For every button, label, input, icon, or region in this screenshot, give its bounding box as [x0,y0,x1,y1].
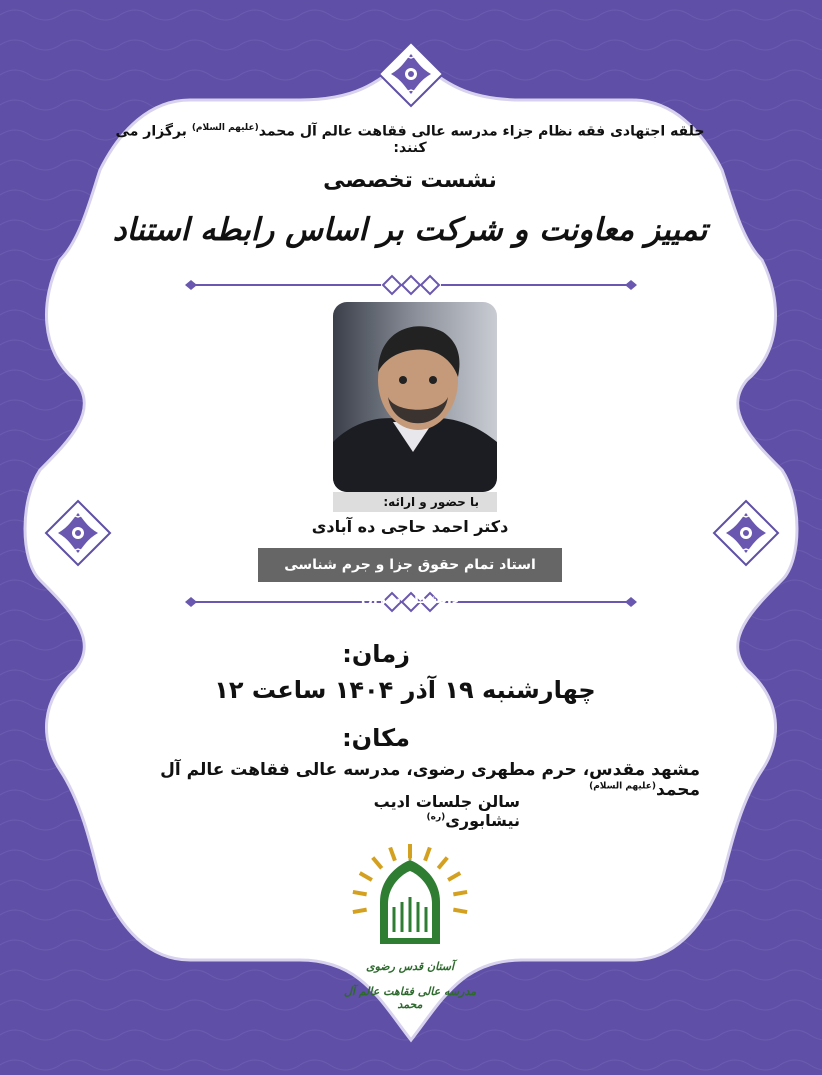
presenting-label-box [333,492,497,512]
speaker-position: استاد تمام حقوق جزا و جرم شناسی دانشگاه تهران [258,548,562,582]
presenting-label: با حضور و ارائه: [383,495,479,509]
logo-text-line2: مدرسه عالی فقاهت عالم آل محمد [343,985,477,1011]
hall-honorific: (ره) [426,812,446,823]
speaker-name: دکتر احمد حاجی ده آبادی [311,517,509,536]
place-label: مکان: [342,724,410,752]
intro-main: حلقه اجتهادی فقه نظام جزاء مدرسه عالی فقاهت عالم آل محمد [258,123,705,140]
intro-text [110,123,710,156]
address-text: مشهد مقدس، حرم مطهری رضوی، مدرسه عالی فقاهت عالم آل محمد [160,760,700,800]
time-value: چهارشنبه ۱۹ آذر ۱۴۰۴ ساعت ۱۲ [214,676,596,704]
event-title: تمییز معاونت و شرکت بر اساس رابطه استناد [112,212,708,248]
intro-honorific: (علیهم السلام) [191,123,259,133]
place-hall [300,792,520,830]
session-type: نشست تخصصی [323,168,497,193]
time-label: زمان: [342,640,410,668]
logo-text-line1: آستان قدس رضوی [365,960,455,973]
address-honorific: (علیهم السلام) [589,781,656,792]
intro-suffix: برگزار می کنند: [115,123,427,156]
speaker-photo [333,302,497,492]
hall-text: سالن جلسات ادیب نیشابوری [373,792,520,830]
